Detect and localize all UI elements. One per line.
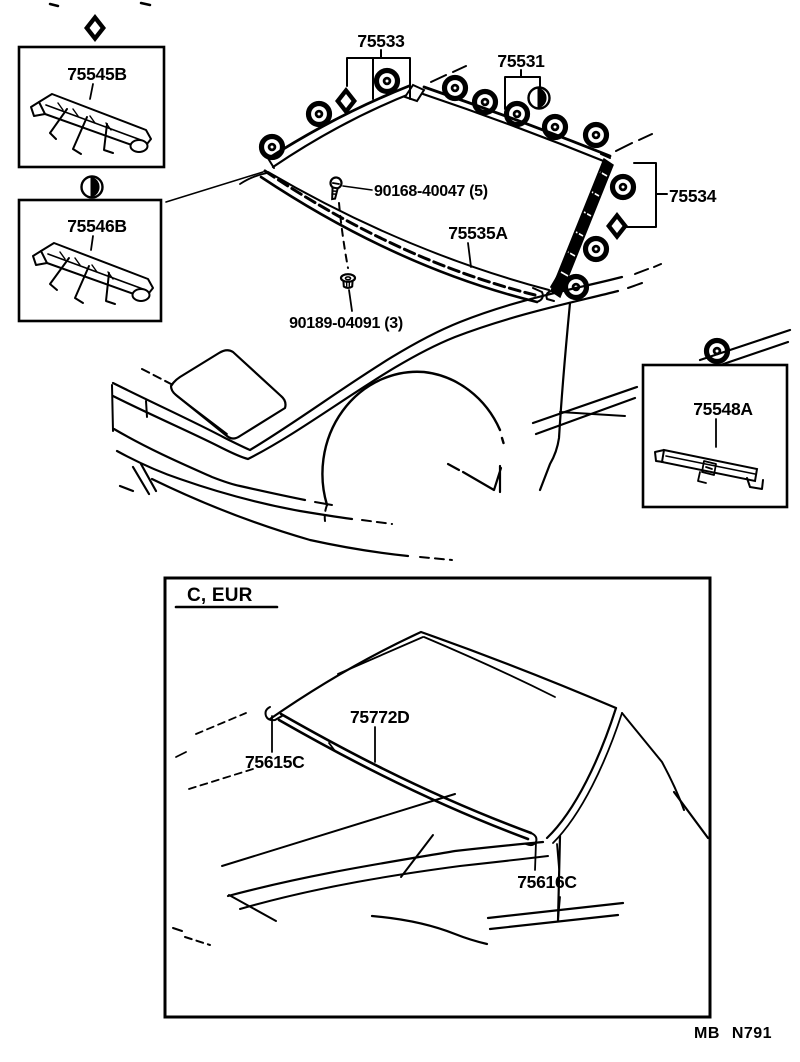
- part-label-75616C: 75616C: [517, 872, 577, 892]
- part-label-75772D: 75772D: [350, 707, 410, 727]
- inset-box-75548A: [643, 341, 787, 508]
- inset-box-frame: [643, 365, 787, 507]
- part-label-75548A: 75548A: [693, 399, 753, 419]
- scan-artifact: [50, 3, 150, 6]
- half-circle-marker-icon: [529, 88, 550, 109]
- grommet-marker-icon: [309, 104, 330, 125]
- leader-line: [349, 290, 352, 311]
- part-label-90189-04091: 90189-04091 (3): [289, 315, 403, 332]
- clip-icon: [341, 274, 355, 288]
- inset-box-75545B: [19, 14, 164, 167]
- part-label-75531: 75531: [497, 51, 545, 71]
- inset-box-75546B: [19, 177, 161, 322]
- page-code-label: MB N791: [694, 1025, 773, 1042]
- leader-line: [343, 186, 372, 190]
- variant-panel-frame: [165, 578, 710, 1017]
- grommet-marker-icon: [586, 239, 607, 260]
- part-label-75545B: 75545B: [67, 64, 127, 84]
- grommet-marker-icon: [445, 78, 466, 99]
- part-label-90168-40047: 90168-40047 (5): [374, 183, 488, 200]
- diamond-marker-icon: [606, 212, 628, 240]
- half-circle-marker-icon: [82, 177, 103, 198]
- part-label-75546B: 75546B: [67, 216, 127, 236]
- grommet-marker-icon: [262, 137, 283, 158]
- diamond-marker-icon: [84, 14, 106, 42]
- grommet-marker-icon: [613, 177, 634, 198]
- leader-line: [166, 172, 263, 202]
- grommet-marker-icon: [586, 125, 607, 146]
- grommet-marker-icon: [377, 71, 398, 92]
- part-label-75535A: 75535A: [448, 223, 508, 243]
- part-label-75533: 75533: [357, 31, 405, 51]
- variant-panel-c-eur: [165, 578, 710, 1017]
- screw-icon: [328, 177, 343, 201]
- callout-75534: [625, 163, 717, 227]
- part-label-75534: 75534: [669, 186, 717, 206]
- callout-clip-90189: [289, 274, 403, 332]
- variant-label: C, EUR: [187, 585, 253, 606]
- leader-line: [468, 243, 471, 267]
- part-label-75615C: 75615C: [245, 752, 305, 772]
